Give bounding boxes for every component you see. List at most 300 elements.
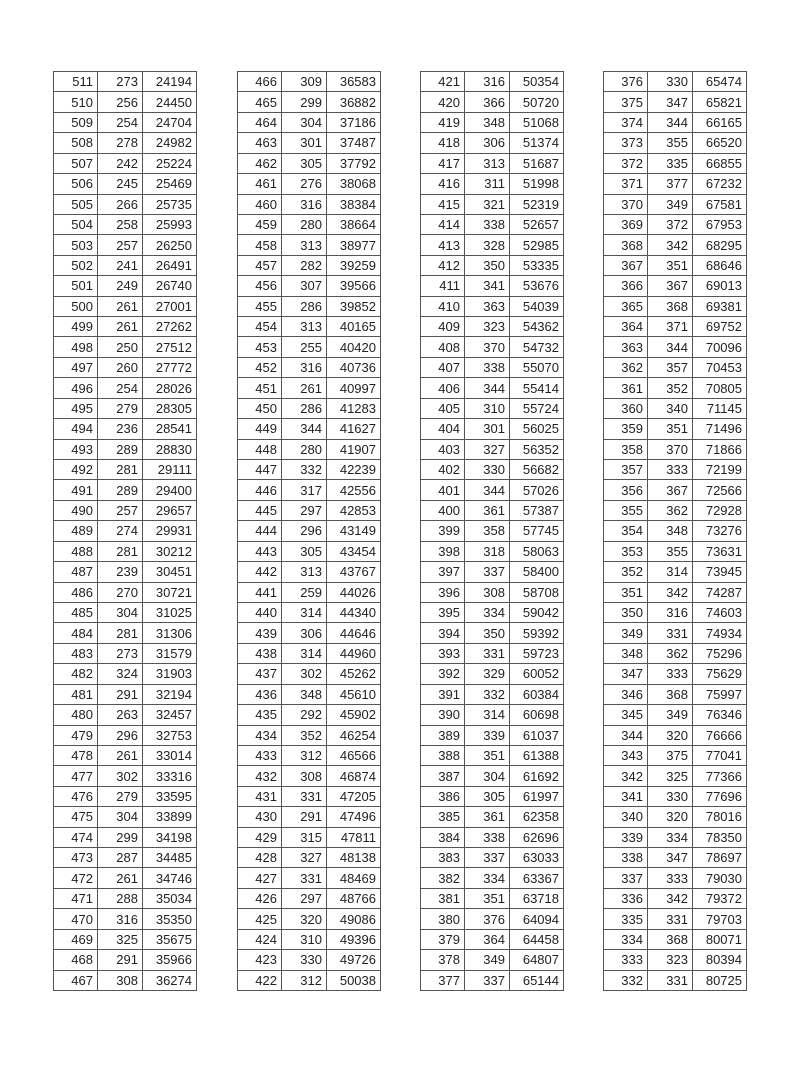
count-cell: 323 [648, 950, 693, 970]
count-cell: 320 [648, 807, 693, 827]
table-row [421, 460, 564, 480]
table-body [238, 72, 381, 991]
count-cell: 316 [282, 357, 327, 377]
score-cell: 389 [421, 725, 465, 745]
score-cell: 503 [54, 235, 98, 255]
cumulative-cell: 67232 [693, 174, 747, 194]
count-cell: 297 [282, 888, 327, 908]
count-cell: 350 [465, 623, 510, 643]
cumulative-cell: 38384 [327, 194, 381, 214]
table-row [604, 868, 747, 888]
table-row [238, 602, 381, 622]
cumulative-cell: 40736 [327, 357, 381, 377]
cumulative-cell: 52319 [510, 194, 564, 214]
cumulative-cell: 69752 [693, 317, 747, 337]
score-cell: 430 [238, 807, 282, 827]
table-row [604, 888, 747, 908]
table-row [421, 521, 564, 541]
table-row [604, 72, 747, 92]
count-cell: 351 [465, 888, 510, 908]
count-cell: 368 [648, 929, 693, 949]
table-row [238, 72, 381, 92]
cumulative-cell: 77696 [693, 786, 747, 806]
cumulative-cell: 49086 [327, 909, 381, 929]
table-row [238, 357, 381, 377]
count-cell: 362 [648, 500, 693, 520]
cumulative-cell: 69381 [693, 296, 747, 316]
table-row [604, 255, 747, 275]
table-row [54, 133, 197, 153]
table-row [604, 970, 747, 990]
table-row [604, 950, 747, 970]
table-row [604, 92, 747, 112]
table-row [238, 582, 381, 602]
cumulative-cell: 25224 [143, 153, 197, 173]
score-cell: 338 [604, 848, 648, 868]
count-cell: 366 [465, 92, 510, 112]
score-cell: 448 [238, 439, 282, 459]
table-row [54, 317, 197, 337]
table-row [421, 950, 564, 970]
count-cell: 375 [648, 745, 693, 765]
cumulative-cell: 35675 [143, 929, 197, 949]
table-row [604, 296, 747, 316]
table-row [54, 888, 197, 908]
count-cell: 337 [465, 848, 510, 868]
table-row [421, 255, 564, 275]
cumulative-cell: 57026 [510, 480, 564, 500]
cumulative-cell: 75629 [693, 664, 747, 684]
count-cell: 281 [98, 460, 143, 480]
count-cell: 368 [648, 296, 693, 316]
count-cell: 279 [98, 786, 143, 806]
score-cell: 385 [421, 807, 465, 827]
table-row [604, 848, 747, 868]
table-row [604, 602, 747, 622]
cumulative-cell: 44960 [327, 643, 381, 663]
score-cell: 410 [421, 296, 465, 316]
count-cell: 304 [98, 807, 143, 827]
count-cell: 286 [282, 398, 327, 418]
cumulative-cell: 51068 [510, 112, 564, 132]
cumulative-cell: 32457 [143, 705, 197, 725]
table-row [604, 337, 747, 357]
score-cell: 470 [54, 909, 98, 929]
count-cell: 304 [465, 766, 510, 786]
count-cell: 338 [465, 827, 510, 847]
count-cell: 347 [648, 92, 693, 112]
table-row [238, 521, 381, 541]
table-body [54, 72, 197, 991]
count-cell: 281 [98, 541, 143, 561]
cumulative-cell: 55070 [510, 357, 564, 377]
count-cell: 306 [465, 133, 510, 153]
count-cell: 349 [465, 950, 510, 970]
count-cell: 334 [648, 827, 693, 847]
table-row [604, 623, 747, 643]
table-row [54, 92, 197, 112]
count-cell: 310 [282, 929, 327, 949]
count-cell: 304 [98, 602, 143, 622]
cumulative-cell: 29400 [143, 480, 197, 500]
table-row [238, 827, 381, 847]
cumulative-cell: 66165 [693, 112, 747, 132]
count-cell: 297 [282, 500, 327, 520]
count-cell: 323 [465, 317, 510, 337]
count-cell: 348 [648, 521, 693, 541]
count-cell: 257 [98, 500, 143, 520]
cumulative-cell: 79703 [693, 909, 747, 929]
count-cell: 313 [282, 317, 327, 337]
score-cell: 369 [604, 214, 648, 234]
score-cell: 412 [421, 255, 465, 275]
score-cell: 332 [604, 970, 648, 990]
table-row [238, 664, 381, 684]
cumulative-cell: 35034 [143, 888, 197, 908]
score-cell: 450 [238, 398, 282, 418]
table-row [421, 623, 564, 643]
cumulative-cell: 27772 [143, 357, 197, 377]
table-row [421, 868, 564, 888]
score-cell: 395 [421, 602, 465, 622]
cumulative-cell: 78697 [693, 848, 747, 868]
cumulative-cell: 59042 [510, 602, 564, 622]
score-cell: 421 [421, 72, 465, 92]
cumulative-cell: 61692 [510, 766, 564, 786]
cumulative-cell: 61037 [510, 725, 564, 745]
score-cell: 417 [421, 153, 465, 173]
cumulative-cell: 57745 [510, 521, 564, 541]
score-cell: 456 [238, 276, 282, 296]
score-cell: 408 [421, 337, 465, 357]
cumulative-cell: 52985 [510, 235, 564, 255]
count-cell: 261 [98, 296, 143, 316]
table-row [604, 500, 747, 520]
cumulative-cell: 27512 [143, 337, 197, 357]
table-row [421, 378, 564, 398]
count-cell: 302 [98, 766, 143, 786]
cumulative-cell: 80725 [693, 970, 747, 990]
score-cell: 483 [54, 643, 98, 663]
count-cell: 332 [465, 684, 510, 704]
table-row [421, 480, 564, 500]
count-cell: 358 [465, 521, 510, 541]
count-cell: 331 [282, 868, 327, 888]
count-cell: 329 [465, 664, 510, 684]
cumulative-cell: 30451 [143, 562, 197, 582]
score-cell: 454 [238, 317, 282, 337]
score-cell: 411 [421, 276, 465, 296]
table-row [421, 745, 564, 765]
table-row [421, 929, 564, 949]
table-row [421, 398, 564, 418]
count-cell: 339 [465, 725, 510, 745]
table-row [604, 357, 747, 377]
cumulative-cell: 40165 [327, 317, 381, 337]
table-row [604, 378, 747, 398]
cumulative-cell: 41283 [327, 398, 381, 418]
cumulative-cell: 28830 [143, 439, 197, 459]
table-row [54, 194, 197, 214]
table-row [54, 174, 197, 194]
score-cell: 460 [238, 194, 282, 214]
count-cell: 289 [98, 480, 143, 500]
cumulative-cell: 25735 [143, 194, 197, 214]
score-cell: 370 [604, 194, 648, 214]
cumulative-cell: 39566 [327, 276, 381, 296]
cumulative-cell: 42853 [327, 500, 381, 520]
score-cell: 360 [604, 398, 648, 418]
count-cell: 256 [98, 92, 143, 112]
count-cell: 257 [98, 235, 143, 255]
cumulative-cell: 26740 [143, 276, 197, 296]
table-row [238, 807, 381, 827]
count-cell: 291 [98, 684, 143, 704]
table-row [604, 317, 747, 337]
cumulative-cell: 73945 [693, 562, 747, 582]
table-row [421, 235, 564, 255]
table-body [604, 72, 747, 991]
score-cell: 440 [238, 602, 282, 622]
score-cell: 402 [421, 460, 465, 480]
score-cell: 482 [54, 664, 98, 684]
count-cell: 299 [98, 827, 143, 847]
count-cell: 332 [282, 460, 327, 480]
cumulative-cell: 25993 [143, 214, 197, 234]
score-cell: 504 [54, 214, 98, 234]
score-cell: 367 [604, 255, 648, 275]
cumulative-cell: 32753 [143, 725, 197, 745]
table-row [604, 725, 747, 745]
table-row [238, 460, 381, 480]
cumulative-cell: 63367 [510, 868, 564, 888]
score-cell: 479 [54, 725, 98, 745]
table-row [604, 235, 747, 255]
table-row [604, 112, 747, 132]
count-cell: 304 [282, 112, 327, 132]
score-cell: 444 [238, 521, 282, 541]
count-cell: 351 [648, 419, 693, 439]
count-cell: 330 [282, 950, 327, 970]
score-cell: 489 [54, 521, 98, 541]
count-cell: 325 [648, 766, 693, 786]
score-cell: 334 [604, 929, 648, 949]
table-row [604, 562, 747, 582]
score-cell: 433 [238, 745, 282, 765]
count-cell: 340 [648, 398, 693, 418]
count-cell: 316 [282, 194, 327, 214]
score-cell: 361 [604, 378, 648, 398]
score-cell: 441 [238, 582, 282, 602]
cumulative-cell: 41627 [327, 419, 381, 439]
count-cell: 331 [465, 643, 510, 663]
score-cell: 446 [238, 480, 282, 500]
cumulative-cell: 33595 [143, 786, 197, 806]
count-cell: 317 [282, 480, 327, 500]
count-cell: 242 [98, 153, 143, 173]
count-cell: 282 [282, 255, 327, 275]
cumulative-cell: 28026 [143, 378, 197, 398]
count-cell: 308 [98, 970, 143, 990]
score-cell: 507 [54, 153, 98, 173]
count-cell: 296 [282, 521, 327, 541]
count-cell: 291 [282, 807, 327, 827]
count-cell: 330 [648, 72, 693, 92]
cumulative-cell: 71496 [693, 419, 747, 439]
count-cell: 342 [648, 235, 693, 255]
table-row [54, 643, 197, 663]
score-cell: 363 [604, 337, 648, 357]
table-row [604, 909, 747, 929]
count-cell: 313 [282, 562, 327, 582]
table-row [54, 602, 197, 622]
cumulative-cell: 74934 [693, 623, 747, 643]
cumulative-cell: 50038 [327, 970, 381, 990]
table-row [54, 398, 197, 418]
score-cell: 427 [238, 868, 282, 888]
score-cell: 452 [238, 357, 282, 377]
count-cell: 306 [282, 623, 327, 643]
score-cell: 388 [421, 745, 465, 765]
cumulative-cell: 24450 [143, 92, 197, 112]
score-cell: 373 [604, 133, 648, 153]
table-row [604, 153, 747, 173]
count-cell: 370 [648, 439, 693, 459]
score-cell: 495 [54, 398, 98, 418]
score-cell: 335 [604, 909, 648, 929]
table-row [238, 950, 381, 970]
count-cell: 352 [648, 378, 693, 398]
cumulative-cell: 49726 [327, 950, 381, 970]
cumulative-cell: 31903 [143, 664, 197, 684]
score-cell: 350 [604, 602, 648, 622]
table-row [238, 133, 381, 153]
cumulative-cell: 73631 [693, 541, 747, 561]
cumulative-cell: 68646 [693, 255, 747, 275]
table-row [421, 970, 564, 990]
score-cell: 399 [421, 521, 465, 541]
score-table-3 [420, 71, 564, 991]
table-row [421, 296, 564, 316]
table-row [604, 419, 747, 439]
count-cell: 330 [648, 786, 693, 806]
count-cell: 344 [648, 337, 693, 357]
score-cell: 468 [54, 950, 98, 970]
table-row [421, 337, 564, 357]
cumulative-cell: 31306 [143, 623, 197, 643]
cumulative-cell: 75997 [693, 684, 747, 704]
cumulative-cell: 73276 [693, 521, 747, 541]
table-row [54, 357, 197, 377]
cumulative-cell: 28305 [143, 398, 197, 418]
table-row [54, 480, 197, 500]
score-table-4 [603, 71, 747, 991]
score-cell: 397 [421, 562, 465, 582]
cumulative-cell: 38068 [327, 174, 381, 194]
count-cell: 305 [282, 541, 327, 561]
cumulative-cell: 28541 [143, 419, 197, 439]
count-cell: 327 [282, 848, 327, 868]
count-cell: 273 [98, 72, 143, 92]
count-cell: 307 [282, 276, 327, 296]
score-cell: 496 [54, 378, 98, 398]
table-row [54, 378, 197, 398]
count-cell: 331 [648, 623, 693, 643]
score-cell: 492 [54, 460, 98, 480]
count-cell: 320 [282, 909, 327, 929]
score-cell: 398 [421, 541, 465, 561]
count-cell: 313 [282, 235, 327, 255]
table-row [421, 582, 564, 602]
score-cell: 478 [54, 745, 98, 765]
table-row [238, 255, 381, 275]
cumulative-cell: 43149 [327, 521, 381, 541]
score-cell: 474 [54, 827, 98, 847]
score-cell: 501 [54, 276, 98, 296]
table-row [238, 500, 381, 520]
count-cell: 259 [282, 582, 327, 602]
table-row [238, 970, 381, 990]
table-row [54, 827, 197, 847]
table-row [421, 214, 564, 234]
count-cell: 357 [648, 357, 693, 377]
count-cell: 337 [465, 562, 510, 582]
cumulative-cell: 31025 [143, 602, 197, 622]
cumulative-cell: 76666 [693, 725, 747, 745]
count-cell: 349 [648, 705, 693, 725]
table-row [604, 276, 747, 296]
count-cell: 249 [98, 276, 143, 296]
score-cell: 510 [54, 92, 98, 112]
score-cell: 457 [238, 255, 282, 275]
table-row [421, 725, 564, 745]
table-row [54, 705, 197, 725]
count-cell: 355 [648, 133, 693, 153]
score-cell: 362 [604, 357, 648, 377]
cumulative-cell: 56352 [510, 439, 564, 459]
cumulative-cell: 65821 [693, 92, 747, 112]
table-row [238, 623, 381, 643]
cumulative-cell: 72566 [693, 480, 747, 500]
count-cell: 320 [648, 725, 693, 745]
score-cell: 458 [238, 235, 282, 255]
score-cell: 429 [238, 827, 282, 847]
count-cell: 316 [465, 72, 510, 92]
score-cell: 358 [604, 439, 648, 459]
score-cell: 508 [54, 133, 98, 153]
score-cell: 416 [421, 174, 465, 194]
cumulative-cell: 48469 [327, 868, 381, 888]
table-row [54, 521, 197, 541]
count-cell: 280 [282, 214, 327, 234]
score-cell: 423 [238, 950, 282, 970]
score-cell: 477 [54, 766, 98, 786]
table-row [54, 786, 197, 806]
cumulative-cell: 77366 [693, 766, 747, 786]
count-cell: 273 [98, 643, 143, 663]
table-row [421, 664, 564, 684]
cumulative-cell: 66855 [693, 153, 747, 173]
cumulative-cell: 33014 [143, 745, 197, 765]
count-cell: 301 [282, 133, 327, 153]
table-row [421, 643, 564, 663]
table-row [238, 398, 381, 418]
score-cell: 491 [54, 480, 98, 500]
cumulative-cell: 45902 [327, 705, 381, 725]
count-cell: 309 [282, 72, 327, 92]
count-cell: 291 [98, 950, 143, 970]
score-cell: 352 [604, 562, 648, 582]
